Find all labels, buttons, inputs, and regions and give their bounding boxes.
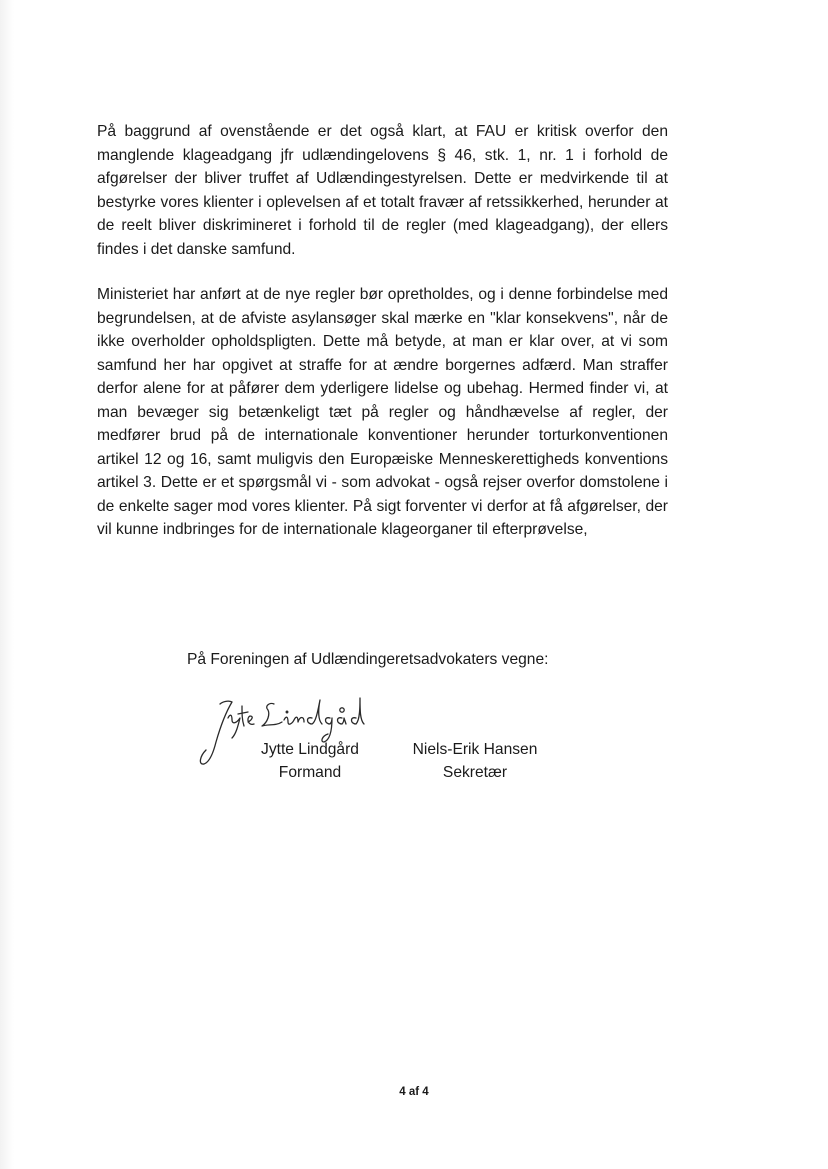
signoff-line: På Foreningen af Udlændingeretsadvokaters vegne: [187, 651, 549, 668]
page-number: 4 af 4 [399, 1086, 429, 1098]
signer-title: Sekretær [442, 764, 508, 781]
scan-edge [0, 0, 14, 1169]
signer-name: Niels-Erik Hansen [412, 741, 538, 758]
body-paragraph-2: Ministeriet har anført at de nye regler bør opretholdes, og i denne forbindelse med begrundelsen, at de afviste asylansøger skal mærke en "klar konsekvens", når de ikke overholder opholdspligten. Dette må betyde, at man er klar over, at vi som samfund her har opgivet at straffe for at ændre borgernes adfærd. Man straffer derfor alene for at påfører dem yderligere lidelse og ubehag. Hermed finder vi, at man bevæger sig betænkeligt tæt på regler og håndhævelse af regler, der medfører brud på de internationale konventioner herunder torturkonventionen artikel 12 og 16, samt muligvis den Europæiske Menneskerettigheds konventions artikel 3. Dette er et spørgsmål vi - som advokat - også rejser overfor domstolene i de enkelte sager mod vores klienter. På sigt forventer vi derfor at få afgørelser, der vil kunne indbringes for de internationale klageorganer til efterprøvelse, [97, 286, 668, 538]
body-paragraph-1: På baggrund af ovenstående er det også klart, at FAU er kritisk overfor den manglende klageadgang jfr udlændingelovens § 46, stk. 1, nr. 1 i forhold de afgørelser der bliver truffet af Udlændingestyrelsen. Dette er medvirkende til at bestyrke vores klienter i oplevelsen af et totalt fravær af retssikkerhed, herunder at de reelt bliver diskrimineret i forhold til de regler (med klageadgang), der ellers findes i det danske samfund. [97, 123, 668, 258]
signer-chair [230, 738, 390, 784]
signer-name: Jytte Lindgård [261, 741, 359, 758]
signer-secretary [395, 738, 555, 784]
signer-title: Formand [278, 764, 342, 781]
